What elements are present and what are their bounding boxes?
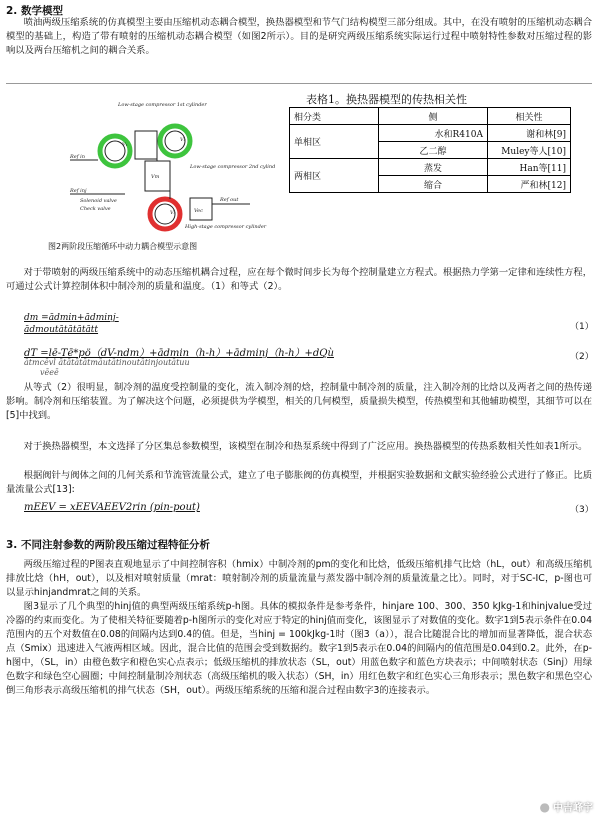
table-cell: 水和R410A xyxy=(379,125,488,142)
equation-1-line-2: ādmoutātātātātt xyxy=(24,325,99,335)
wechat-icon: ● xyxy=(539,799,550,814)
figure-2-diagram xyxy=(50,96,275,244)
intro-text: 喷油两级压缩系统的仿真模型主要由压缩机动态耦合模型，换热器模型和节气门结构模型三部分组成。其中，在没有喷射的压缩机动态耦合模型的基础上，构造了带有喷射的压缩机动态耦合模型（如图2所示）。目的是研究两级压缩系统实际运行过程中喷射特性参数对压缩过程的影响以及两台压缩机之间的耦合关系。 xyxy=(6,17,592,56)
table-cell-group: 两相区 xyxy=(290,159,379,193)
equation-2-line-1: dT =lē-Tē*pö（dV-ndm）+ādmin（h-h）+ādminj（h-h）+dQù xyxy=(24,348,334,359)
body-paragraph-1 xyxy=(6,266,592,294)
equation-2-number: （2） xyxy=(570,352,594,362)
table-row xyxy=(290,125,571,142)
table-cell: 乙二醇 xyxy=(379,142,488,159)
body-text: 根据阀针与阀体之间的几何关系和节流管流量公式，建立了电子膨胀阀的仿真模型，并根据实验数据和文献实验经验公式进行了修正。比质量流量公式[13]: xyxy=(6,470,592,495)
figure-2 xyxy=(50,96,275,244)
fig-label-vm: Vm xyxy=(151,174,160,180)
table-header: 侧 xyxy=(379,108,488,125)
table-row xyxy=(290,159,571,176)
watermark-text: 中吉峰宇 xyxy=(553,803,593,814)
figure-2-caption: 图2两阶段压缩循环中动力耦合模型示意图 xyxy=(48,242,198,251)
table-cell: Muley等人[10] xyxy=(488,142,571,159)
fig-label-check: Check valve xyxy=(80,206,111,212)
table-cell: 缩合 xyxy=(379,176,488,193)
table-1-title: 表格1。换热器模型的传热相关性 xyxy=(306,93,467,106)
table-cell: 谢和林[9] xyxy=(488,125,571,142)
table-cell: 蒸发 xyxy=(379,159,488,176)
table-header: 相关性 xyxy=(488,108,571,125)
equation-1-line-1: dm =ādmin+ādminj- xyxy=(24,313,119,323)
fig-label-ref-out: Ref out xyxy=(220,197,239,203)
fig-label-v3: V₃ xyxy=(170,210,176,216)
fig-label-v2: V₂ xyxy=(180,137,186,143)
fig-label-low-stage-1: Low-stage compressor 1st cylinder xyxy=(118,102,207,108)
intro-paragraph xyxy=(6,16,592,58)
watermark xyxy=(540,799,593,814)
body-paragraph-3 xyxy=(6,440,592,454)
fig-label-low-stage-2: Low-stage compressor 2nd cylinder xyxy=(190,164,275,170)
body-text: 从等式（2）很明显，制冷剂的温度受控制量的变化，流入制冷剂的焓，控制量中制冷剂的质量，注入制冷剂的比焓以及两者之间的热传递影响。制冷剂和压缩装置。为了解决这个问题，必须提供为学模型，相关的几何模型，质量损失模型，传热模型和其他辅助模型，其细节可以在[5]中找到。 xyxy=(6,382,592,421)
section-3-body xyxy=(6,558,592,698)
body-text: 两级压缩过程的P图表直观地显示了中间控制容积（hmix）中制冷剂的pm的变化和比焓，低级压缩机排气比焓（hL，out）和高级压缩机排放比焓（hH，out），以及相对喷射质量（mrat：喷射制冷剂的质量流量与蒸发器中制冷剂的质量流量之比）。同时，对于SC-IC，p-图也可以显示hinjandmrat之间的关系。 xyxy=(6,559,592,598)
table-cell: 严和林[12] xyxy=(488,176,571,193)
fig-label-v1: V₁ xyxy=(122,142,128,148)
table-cell: Han等[11] xyxy=(488,159,571,176)
fig-label-ref-inj: Ref inj xyxy=(70,188,87,194)
body-paragraph-2 xyxy=(6,381,592,423)
table-header: 相分类 xyxy=(290,108,379,125)
body-text: 对于换热器模型，本文选择了分区集总参数模型，该模型在制冷和热泵系统中得到了广泛应用。换热器模型的传热系数相关性如表1所示。 xyxy=(23,441,588,452)
divider xyxy=(6,83,592,84)
equation-2-line-2: ātmcēvl ātātātātmāutātinoutātinjoutātuu xyxy=(24,358,190,367)
equation-3: mEEV = xEEVAEEV2rin (pin-pout) xyxy=(24,502,200,513)
control-volume-1 xyxy=(135,131,157,159)
table-header-row xyxy=(290,108,571,125)
section-3-title: 3. 不同注射参数的两阶段压缩过程特征分析 xyxy=(6,539,210,551)
equation-1-number: （1） xyxy=(570,322,594,332)
table-1 xyxy=(289,107,571,193)
body-text: 对于带喷射的两级压缩系统中的动态压缩机耦合过程，应在每个微时间步长为每个控制量建立方程式。根据热力学第一定律和连续性方程，可通过公式计算控制体积中制冷剂的质量和温度。（1）和等式（2）。 xyxy=(6,267,592,292)
body-paragraph-4 xyxy=(6,469,592,497)
fig-label-high-stage: High-stage compressor cylinder xyxy=(185,224,267,230)
body-text: 图3显示了几个典型的hinj值的典型两级压缩系统p-h图。具体的模拟条件是参考条件，hinjare 100、300、350 kJkg-1和hinjvalue受过冷器的约束而变化。为了使相关特征要随着p-h图所示的变化对应于特定的hinj值而变化，该图显示了对数值的变化。数字1到5表示条件在0.04范围内的五个对数值在0.08的间隔内达到0.4的值。但是，当hinj = 100kJkg-1时（图3（a）），混合比随混合比的增加而显著降低，混合状态点（Smix）迅速进入气液两相区域。因此，混合比值的范围会受到数据约。数字1到5表示在0.04的间隔内的值范围是0.04到0.2。此外，在p-h图中，（SL，in）由橙色数字和橙色实心点表示；低级压缩机的排放状态（SL，out）用蓝色数字和蓝色方块表示；中间喷射状态（Sinj）用绿色数字和绿色空心圆圈；中间控制量制冷剂状态（高级压缩机的吸入状态）（SH，in）用红色数字和红色实心三角形表示；黑色数字和黑色空心倒三角形表示高级压缩机的排气状态（SH，out）。两级压缩系统的压缩和混合过程由数字3的连接表示。 xyxy=(6,601,592,696)
equation-2-line-3: vēeē xyxy=(40,368,59,377)
fig-label-solenoid: Solenoid valve xyxy=(80,198,117,204)
section-2-title: 2. 数学模型 xyxy=(6,5,63,17)
table-cell-group: 单相区 xyxy=(290,125,379,159)
equation-3-number: （3） xyxy=(570,505,594,515)
fig-label-ref-in: Ref in xyxy=(70,154,85,160)
fig-label-vec: Vec xyxy=(194,208,203,214)
